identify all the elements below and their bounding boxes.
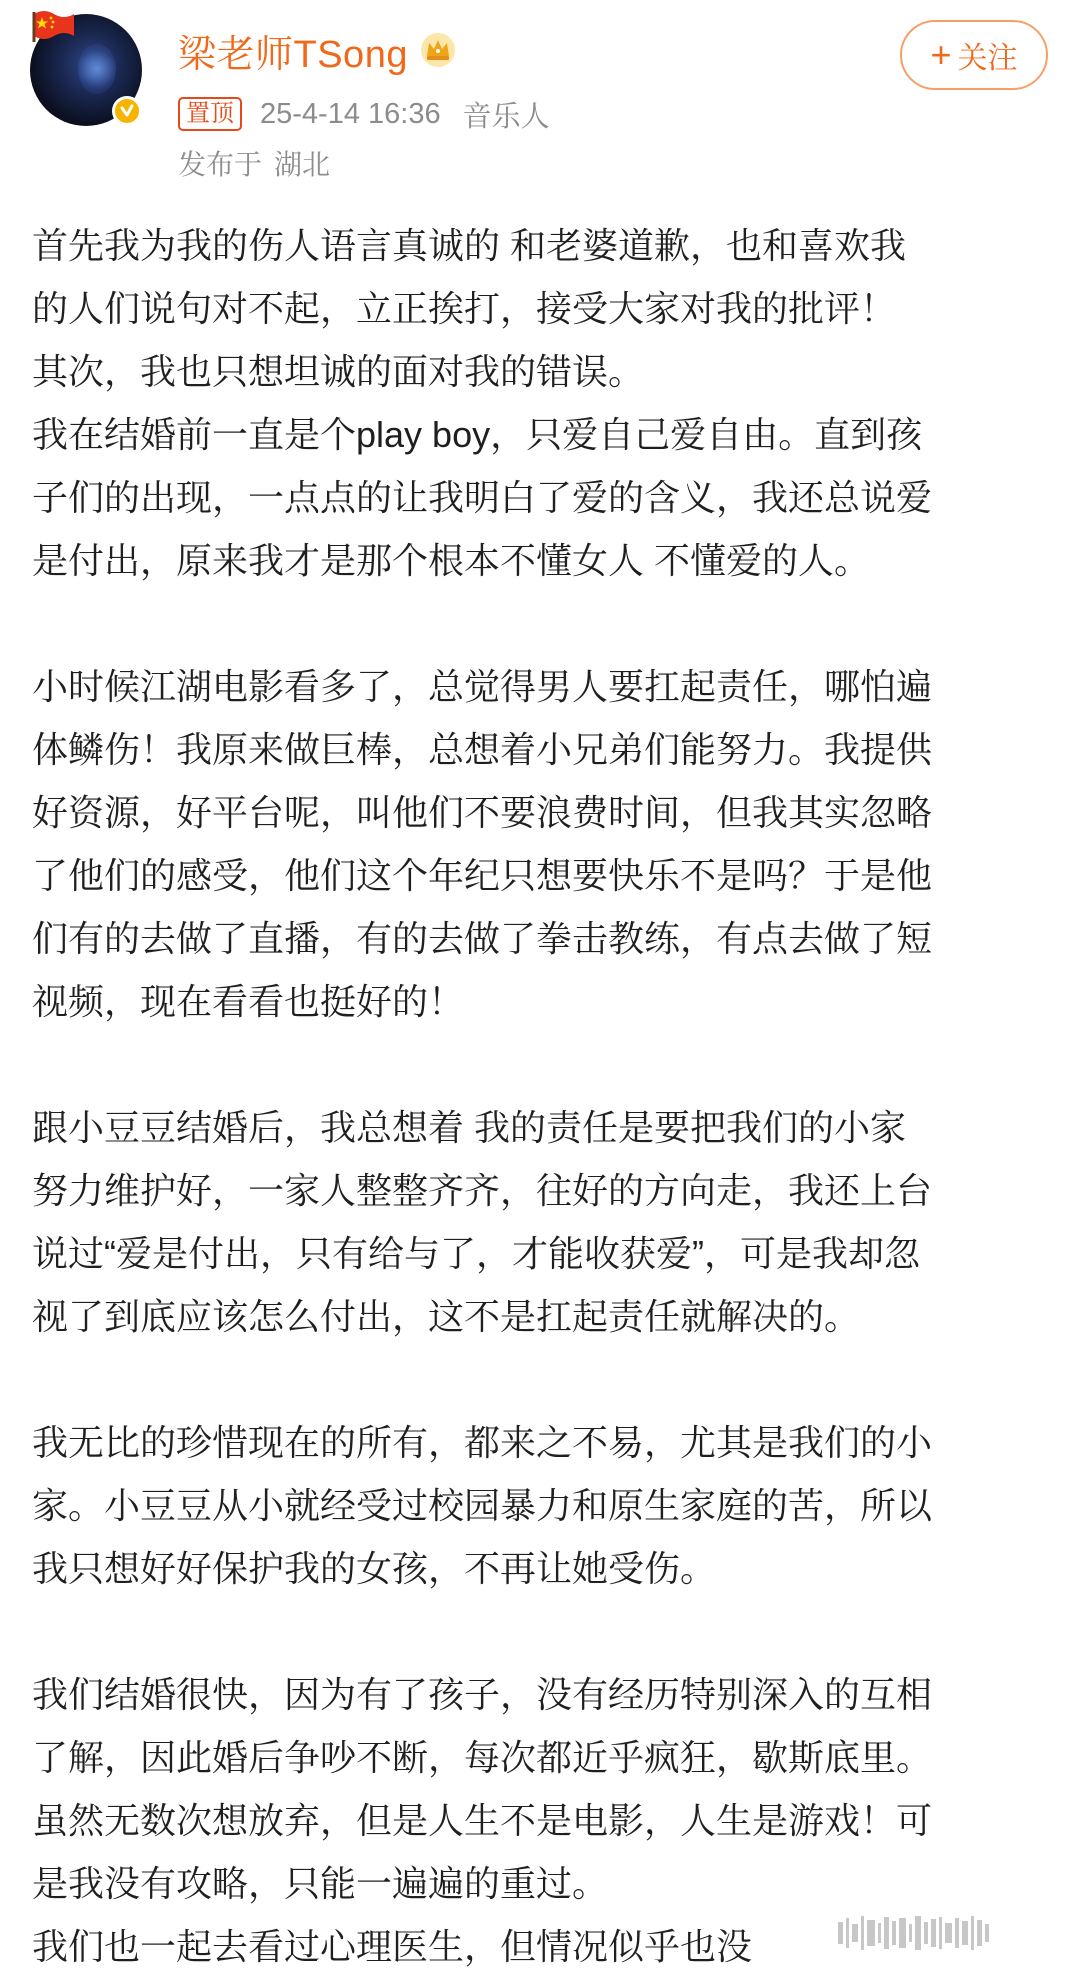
paragraph-gap (32, 1600, 1052, 1663)
post-meta-row (178, 92, 550, 136)
post-timestamp: 25-4-14 16:36 (260, 97, 441, 130)
follow-button[interactable] (900, 20, 1048, 90)
post-line: 的人们说句对不起，立正挨打，接受大家对我的批评！ (32, 288, 897, 329)
paragraph-gap (32, 1033, 1052, 1096)
post-line: 好资源，好平台呢，叫他们不要浪费时间，但我其实忽略 (32, 792, 933, 833)
crown-icon (418, 30, 458, 70)
post-line: 了他们的感受，他们这个年纪只想要快乐不是吗？于是他 (32, 855, 933, 896)
username-row (178, 22, 458, 78)
post-line: 体鳞伤！我原来做巨棒，总想着小兄弟们能努力。我提供 (32, 729, 933, 770)
post-line: 首先我为我的伤人语言真诚的 和老婆道歉，也和喜欢我 (32, 225, 907, 266)
post-line: 视了到底应该怎么付出，这不是扛起责任就解决的。 (32, 1296, 861, 1337)
post-line: 小时候江湖电影看多了，总觉得男人要扛起责任，哪怕遍 (32, 666, 933, 707)
follow-label: 关注 (957, 42, 1018, 75)
paragraph-gap (32, 1348, 1052, 1411)
post-line: 我无比的珍惜现在的所有，都来之不易，尤其是我们的小 (32, 1422, 933, 1463)
location-prefix: 发布于 (178, 149, 263, 180)
post-line: 说过“爱是付出，只有给与了，才能收获爱”，可是我却忽 (32, 1233, 920, 1274)
location-row (178, 142, 330, 184)
watermark-barcode (838, 1912, 1038, 1953)
post-line: 子们的出现，一点点的让我明白了爱的含义，我还总说爱 (32, 477, 933, 518)
post-line: 跟小豆豆结婚后，我总想着 我的责任是要把我们的小家 (32, 1107, 907, 1148)
avatar-container[interactable] (30, 14, 142, 126)
post-line: 是付出，原来我才是那个根本不懂女人 不懂爱的人。 (32, 540, 871, 581)
username[interactable]: 梁老师TSong (178, 33, 408, 76)
post-line: 努力维护好，一家人整整齐齐，往好的方向走，我还上台 (32, 1170, 933, 1211)
post-line: 我只想好好保护我的女孩，不再让她受伤。 (32, 1548, 717, 1589)
post-line: 其次，我也只想坦诚的面对我的错误。 (32, 351, 645, 392)
post-line: 视频，现在看看也挺好的！ (32, 981, 465, 1022)
post-line: 我们结婚很快，因为有了孩子，没有经历特别深入的互相 (32, 1674, 933, 1715)
avatar-figure (78, 44, 116, 94)
post-line: 们有的去做了直播，有的去做了拳击教练，有点去做了短 (32, 918, 933, 959)
china-flag-icon (30, 8, 78, 42)
pinned-badge: 置顶 (178, 97, 242, 131)
paragraph-gap (32, 592, 1052, 655)
verified-badge-icon (112, 96, 142, 126)
post-line: 是我没有攻略，只能一遍遍的重过。 (32, 1863, 609, 1904)
post-line: 虽然无数次想放弃，但是人生不是电影，人生是游戏！可 (32, 1800, 933, 1841)
post-line: 了解，因此婚后争吵不断，每次都近乎疯狂，歇斯底里。 (32, 1737, 933, 1778)
post-line: 我们也一起去看过心理医生，但情况似乎也没 (32, 1926, 753, 1967)
location-name: 湖北 (274, 149, 331, 180)
post-header (0, 0, 1080, 200)
user-tag: 音乐人 (462, 100, 550, 133)
post-line: 家。小豆豆从小就经受过校园暴力和原生家庭的苦，所以 (32, 1485, 933, 1526)
post-body (32, 214, 1052, 1978)
post-line: 我在结婚前一直是个play boy，只爱自己爱自由。直到孩 (32, 414, 923, 455)
plus-icon: + (930, 34, 952, 75)
